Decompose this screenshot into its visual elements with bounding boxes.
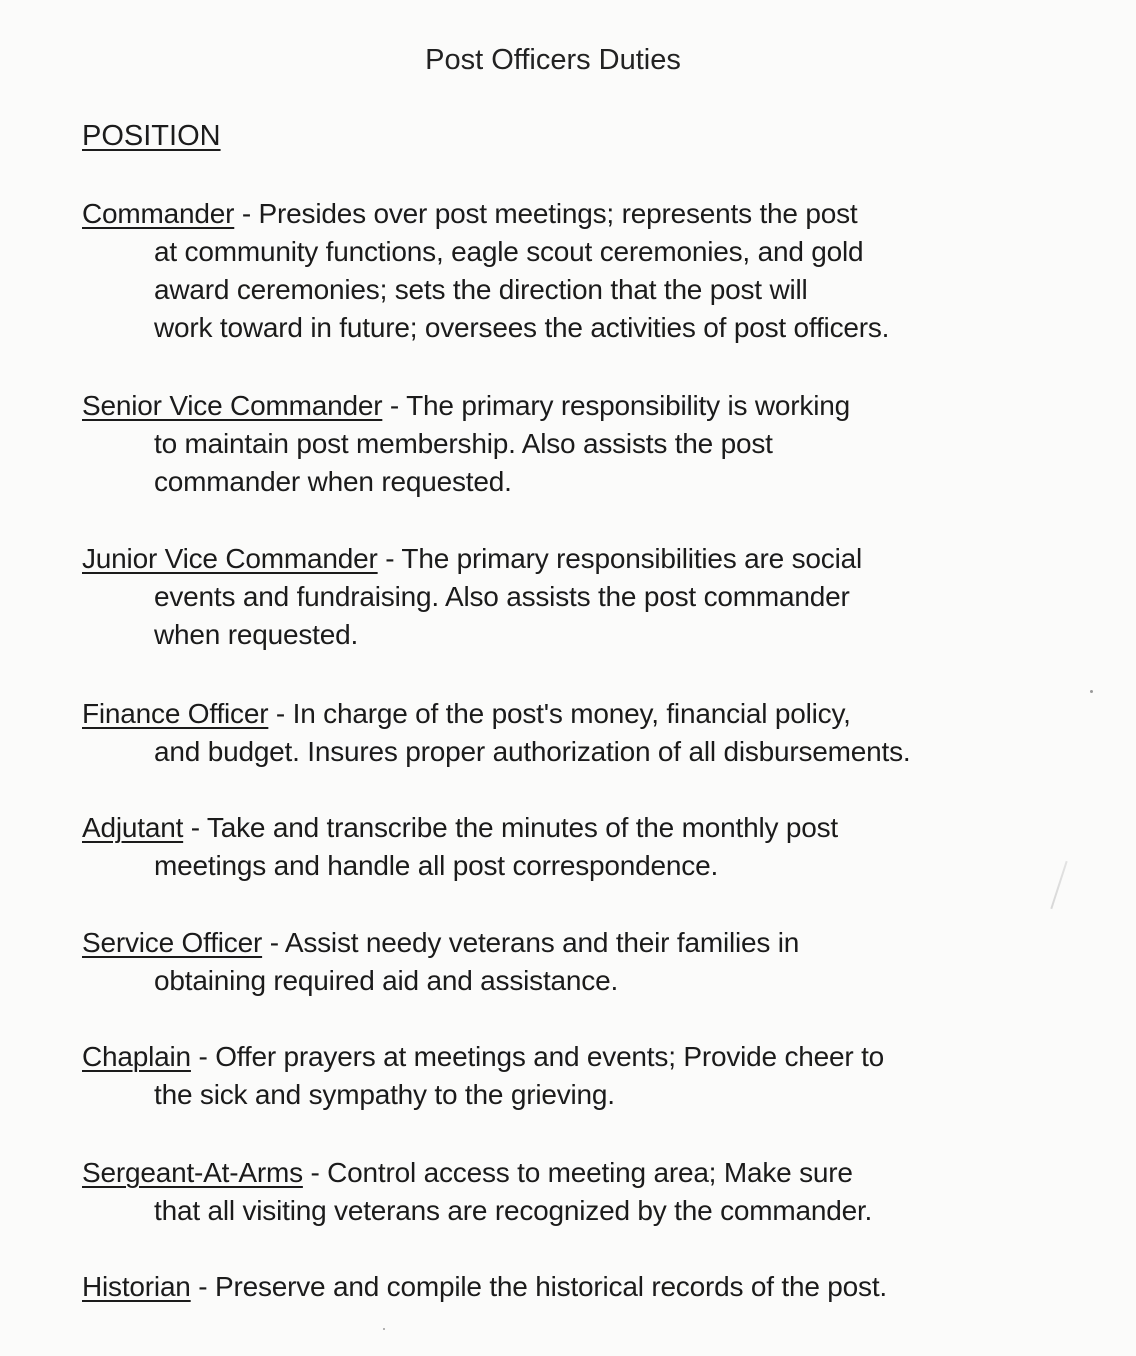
duty-chaplain [82, 1038, 1042, 1114]
duty-first-line [82, 387, 1042, 425]
duty-adjutant [82, 809, 1042, 885]
duty-text: - In charge of the post's money, financial policy, [268, 698, 851, 729]
scan-speck [1090, 690, 1093, 693]
role-name: Junior Vice Commander [82, 543, 378, 574]
role-name: Senior Vice Commander [82, 390, 383, 421]
duty-continuation: that all visiting veterans are recognized by the commander. [154, 1195, 873, 1226]
duty-continuation: the sick and sympathy to the grieving. [154, 1079, 615, 1110]
duty-finance-officer [82, 695, 1042, 771]
role-name: Service Officer [82, 927, 263, 958]
role-name: Finance Officer [82, 698, 269, 729]
duty-first-line [82, 1154, 1042, 1192]
duty-sergeant-at-arms [82, 1154, 1042, 1230]
scan-speck [383, 1328, 385, 1330]
role-name: Historian [82, 1271, 191, 1302]
duty-text: - Presides over post meetings; represents the post [234, 198, 858, 229]
duty-service-officer [82, 924, 1042, 1000]
duty-text: - The primary responsibilities are social [377, 543, 863, 574]
duty-text: - Take and transcribe the minutes of the monthly post [183, 812, 838, 843]
document-title: Post Officers Duties [425, 44, 681, 76]
duty-text: - Assist needy veterans and their families in [262, 927, 800, 958]
role-name: Adjutant [82, 812, 184, 843]
duty-text: - Preserve and compile the historical records of the post. [190, 1271, 887, 1302]
duty-continuation: commander when requested. [154, 466, 512, 497]
duty-first-line [82, 195, 1042, 233]
duty-first-line [82, 695, 1042, 733]
duty-first-line [82, 924, 1042, 962]
duty-text: - Offer prayers at meetings and events; Provide cheer to [190, 1041, 885, 1072]
duty-continuation: work toward in future; oversees the activities of post officers. [154, 312, 890, 343]
duty-text: - The primary responsibility is working [382, 390, 850, 421]
duty-first-line [82, 540, 1042, 578]
duty-first-line [82, 1038, 1042, 1076]
role-name: Sergeant-At-Arms [82, 1157, 303, 1188]
duty-first-line [82, 1268, 1042, 1306]
duty-commander [82, 195, 1042, 347]
duty-continuation: to maintain post membership. Also assists the post [154, 428, 773, 459]
duty-continuation: meetings and handle all post correspondence. [154, 850, 719, 881]
position-heading: POSITION [82, 120, 221, 152]
duty-senior-vice-commander [82, 387, 1042, 501]
duty-continuation: when requested. [154, 619, 359, 650]
duty-historian [82, 1268, 1042, 1306]
duty-text: - Control access to meeting area; Make sure [302, 1157, 853, 1188]
duty-junior-vice-commander [82, 540, 1042, 654]
duty-continuation: and budget. Insures proper authorization of all disbursements. [154, 736, 911, 767]
duty-continuation: events and fundraising. Also assists the post commander [154, 581, 850, 612]
role-name: Commander [82, 198, 235, 229]
scan-scratch [1050, 861, 1067, 909]
role-name: Chaplain [82, 1041, 191, 1072]
duty-continuation: at community functions, eagle scout ceremonies, and gold [154, 236, 864, 267]
duty-first-line [82, 809, 1042, 847]
duty-continuation: award ceremonies; sets the direction that the post will [154, 274, 808, 305]
duty-continuation: obtaining required aid and assistance. [154, 965, 619, 996]
